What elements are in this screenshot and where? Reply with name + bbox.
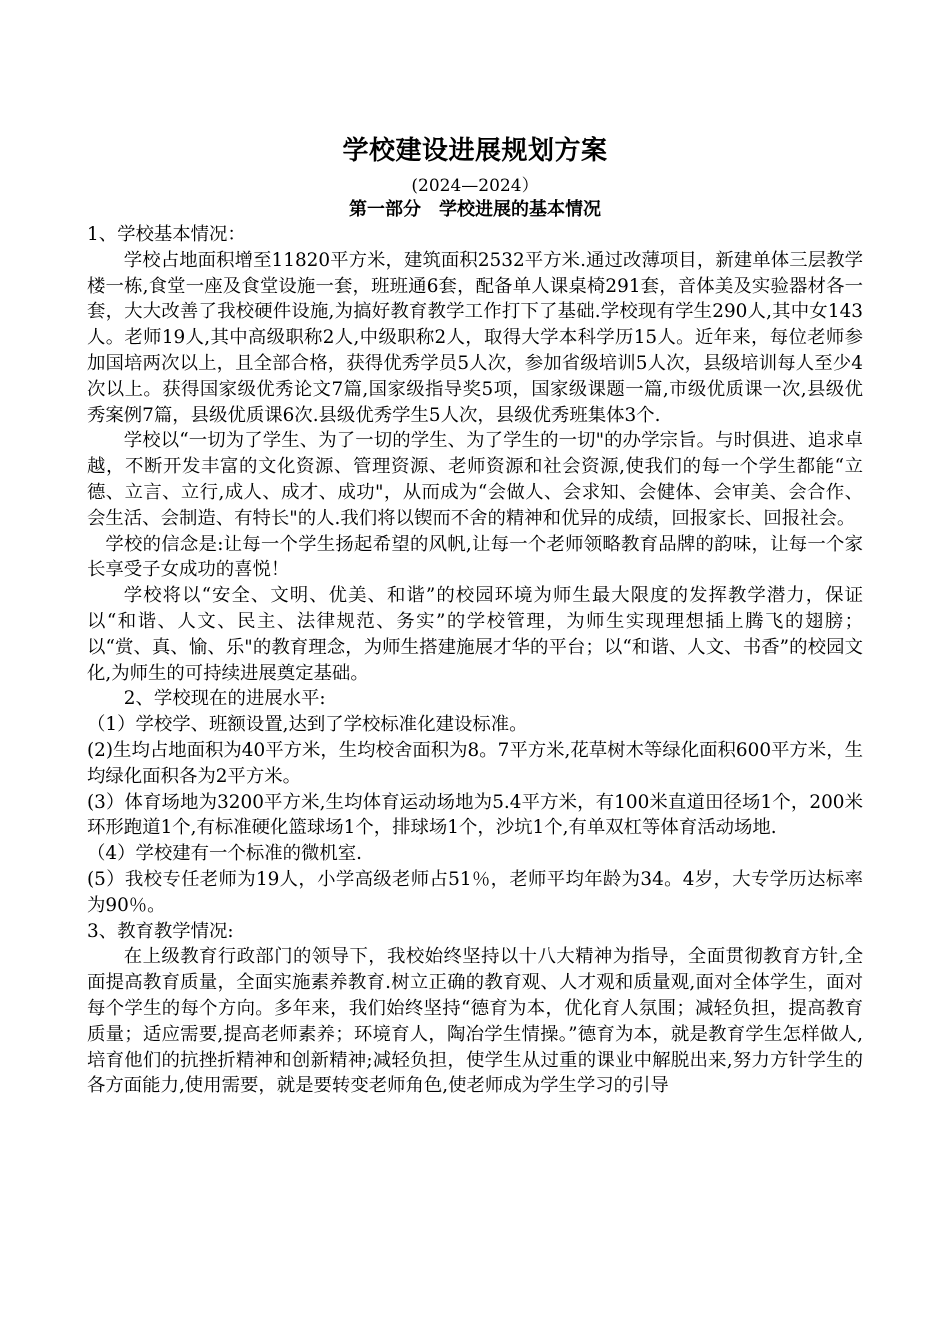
section2-heading: 2、学校现在的进展水平: xyxy=(123,688,326,710)
section1-heading: 1、学校基本情况： xyxy=(87,224,246,245)
section3-heading: 3、教育教学情况: xyxy=(87,920,234,942)
list-item-land-area: (2)生均占地面积为40平方米，生均校舍面积为8。7平方米,花草树木等绿化面积600平方米，生均绿化面积各为2平方米。 xyxy=(87,739,863,787)
paragraph-school-environment: 学校将以“安全、文明、优美、和谐”的校园环境为师生最大限度的发挥教学潜力，保证以“和谐、人文、民主、法律规范、务实”的学校管理，为师生实现理想插上腾飞的翅膀；以“赏、真、愉、乐"的教育理念，为师生搭建施展才华的平台；以“和谐、人文、书香”的校园文化,为师生的可持续进展奠定基础。 xyxy=(87,585,863,684)
list-item-computer-room: （4）学校建有一个标准的微机室. xyxy=(87,843,363,865)
document-subtitle: (2024—2024） xyxy=(411,176,539,196)
paragraph-school-motto: 学校以“一切为了学生、为了一切的学生、为了学生的一切"的办学宗旨。与时俱进、追求卓越，不断开发丰富的文化资源、管理资源、老师资源和社会资源,使我们的每一个学生都能“立德、立言、立行,成人、成才、成功"，从而成为“会做人、会求知、会健体、会审美、会合作、会生活、会制造、有特长"的人.我们将以锲而不舍的精神和优异的成绩，回报家长、回报社会。 xyxy=(87,430,863,529)
document-title: 学校建设进展规划方案 xyxy=(342,136,608,166)
paragraph-basic-info: 学校占地面积增至11820平方米，建筑面积2532平方米.通过改薄项目，新建单体三层教学楼一栋,食堂一座及食堂设施一套，班班通6套，配备单人课桌椅291套，音体美及实验器材各一套，大大改善了我校硬件设施,为搞好教育教学工作打下了基础.学校现有学生290人,其中女143人。老师19人,其中高级职称2人,中级职称2人，取得大学本科学历15人。近年来，每位老师参加国培两次以上，且全部合格，获得优秀学员5人次，参加省级培训5人次，县级培训每人至少4次以上。获得国家级优秀论文7篇,国家级指导奖5项，国家级课题一篇,市级优质课一次,县级优秀案例7篇，县级优质课6次.县级优秀学生5人次，县级优秀班集体3个. xyxy=(87,249,863,426)
list-item-class-size: （1）学校学、班额设置,达到了学校标准化建设标准。 xyxy=(87,714,528,736)
paragraph-school-belief: 学校的信念是:让每一个学生扬起希望的风帆,让每一个老师领略教育品牌的韵味，让每一个家长享受子女成功的喜悦！ xyxy=(87,533,863,581)
paragraph-teaching-situation: 在上级教育行政部门的领导下，我校始终坚持以十八大精神为指导，全面贯彻教育方针,全面提高教育质量，全面实施素养教育.树立正确的教育观、人才观和质量观,面对全体学生，面对每个学生的每个方向。多年来，我们始终坚持“德育为本，优化育人氛围；减轻负担，提高教育质量；适应需要,提高老师素养；环境育人，陶冶学生情操。”德育为本，就是教育学生怎样做人,培育他们的抗挫折精神和创新精神;减轻负担，使学生从过重的课业中解脱出来,努力方针学生的各方面能力,使用需要，就是要转变老师角色,使老师成为学生学习的引导 xyxy=(87,946,863,1097)
list-item-teachers: (5）我校专任老师为19人，小学高级老师占51％，老师平均年龄为34。4岁，大专学历达标率为90％。 xyxy=(87,868,863,916)
list-item-sports-field: (3）体育场地为3200平方米,生均体育运动场地为5.4平方米，有100米直道田径场1个，200米环形跑道1个,有标准硬化篮球场1个，排球场1个，沙坑1个,有单双杠等体育活动场地. xyxy=(87,791,863,839)
document-page xyxy=(87,128,863,1099)
part-heading: 第一部分 学校进展的基本情况 xyxy=(349,199,601,220)
